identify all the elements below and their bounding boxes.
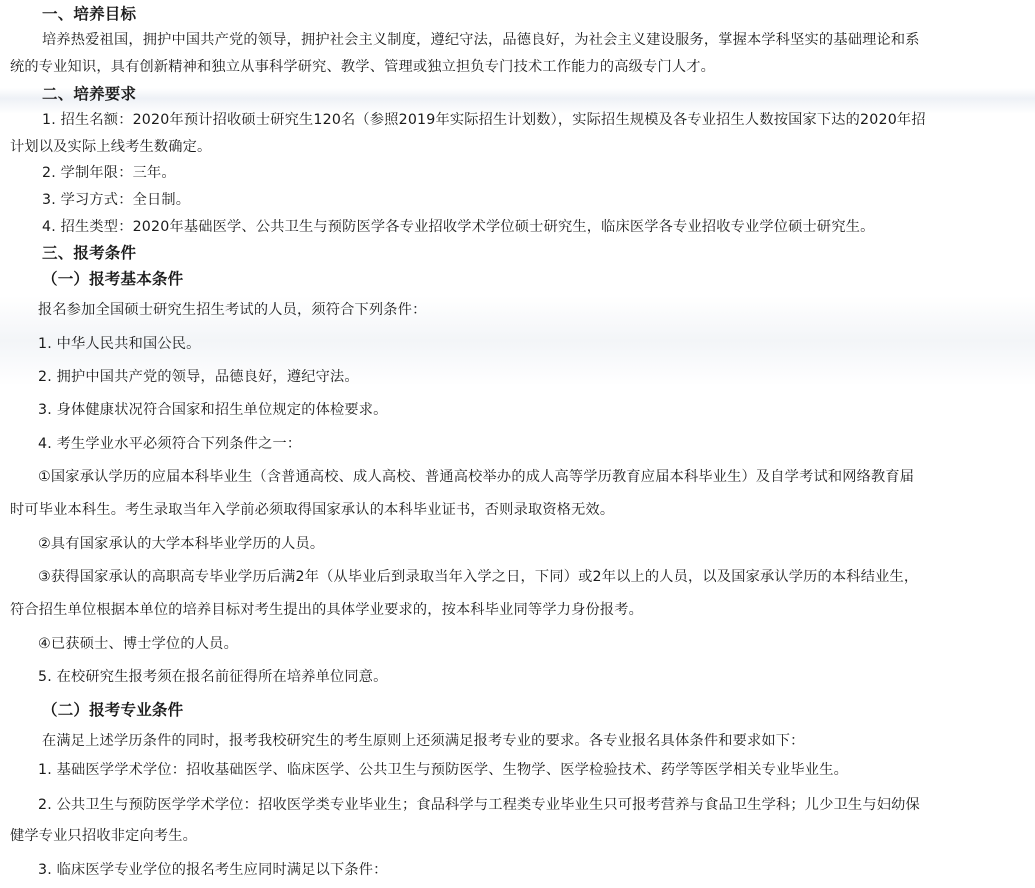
paragraph-line: 符合招生单位根据本单位的培养目标对考生提出的具体学业要求的，按本科毕业同等学力身份报考。	[10, 602, 644, 618]
paragraph-line: 报名参加全国硕士研究生招生考试的人员，须符合下列条件：	[38, 302, 427, 318]
list-item: 3. 身体健康状况符合国家和招生单位规定的体检要求。	[38, 402, 388, 418]
paragraph-line: 统的专业知识，具有创新精神和独立从事科学研究、教学、管理或独立担负专门技术工作能力的高级专门人才。	[10, 59, 715, 75]
section-heading: 一、培养目标	[42, 5, 137, 23]
paragraph-line: ③获得国家承认的高职高专毕业学历后满2年（从毕业后到录取当年入学之日，下同）或2年以上的人员，以及国家承认学历的本科结业生，	[38, 569, 919, 585]
paragraph-line: 培养热爱祖国，拥护中国共产党的领导，拥护社会主义制度，遵纪守法，品德良好，为社会主义建设服务，掌握本学科坚实的基础理论和系	[42, 32, 920, 48]
list-item: 4. 考生学业水平必须符合下列条件之一：	[38, 436, 302, 452]
list-item: 5. 在校研究生报考须在报名前征得所在培养单位同意。	[38, 669, 388, 685]
subsection-heading: （二）报考专业条件	[42, 701, 184, 719]
paragraph-line: 计划以及实际上线考生数确定。	[10, 139, 212, 155]
list-item: 1. 中华人民共和国公民。	[38, 336, 201, 352]
list-item: ②具有国家承认的大学本科毕业学历的人员。	[38, 536, 325, 552]
list-item: ④已获硕士、博士学位的人员。	[38, 636, 238, 652]
paragraph-line: 时可毕业本科生。考生录取当年入学前必须取得国家承认的本科毕业证书，否则录取资格无效。	[10, 502, 615, 518]
list-item: 2. 学制年限：三年。	[42, 165, 176, 181]
paragraph-line: 健学专业只招收非定向考生。	[10, 828, 198, 844]
paragraph-line: 2. 公共卫生与预防医学学术学位：招收医学类专业毕业生；食品科学与工程类专业毕业生只可报考营养与食品卫生学科；儿少卫生与妇幼保	[38, 797, 920, 813]
list-item: 3. 学习方式：全日制。	[42, 192, 191, 208]
list-item: 3. 临床医学专业学位的报名考生应同时满足以下条件：	[38, 862, 388, 878]
list-item: 1. 基础医学学术学位：招收基础医学、临床医学、公共卫生与预防医学、生物学、医学检验技术、药学等医学相关专业毕业生。	[38, 762, 848, 778]
section-heading: 二、培养要求	[42, 85, 137, 103]
paragraph-line: 1. 招生名额：2020年预计招收硕士研究生120名（参照2019年实际招生计划数），实际招生规模及各专业招生人数按国家下达的2020年招	[42, 112, 926, 128]
section-heading: 三、报考条件	[42, 244, 137, 262]
subsection-heading: （一）报考基本条件	[42, 270, 184, 288]
paragraph-line: ①国家承认学历的应届本科毕业生（含普通高校、成人高校、普通高校举办的成人高等学历教育应届本科毕业生）及自学考试和网络教育届	[38, 469, 915, 485]
list-item: 4. 招生类型：2020年基础医学、公共卫生与预防医学各专业招收学术学位硕士研究生，临床医学各专业招收专业学位硕士研究生。	[42, 219, 875, 235]
list-item: 2. 拥护中国共产党的领导，品德良好，遵纪守法。	[38, 369, 359, 385]
paragraph-line: 在满足上述学历条件的同时，报考我校研究生的考生原则上还须满足报考专业的要求。各专业报名具体条件和要求如下：	[42, 733, 805, 749]
